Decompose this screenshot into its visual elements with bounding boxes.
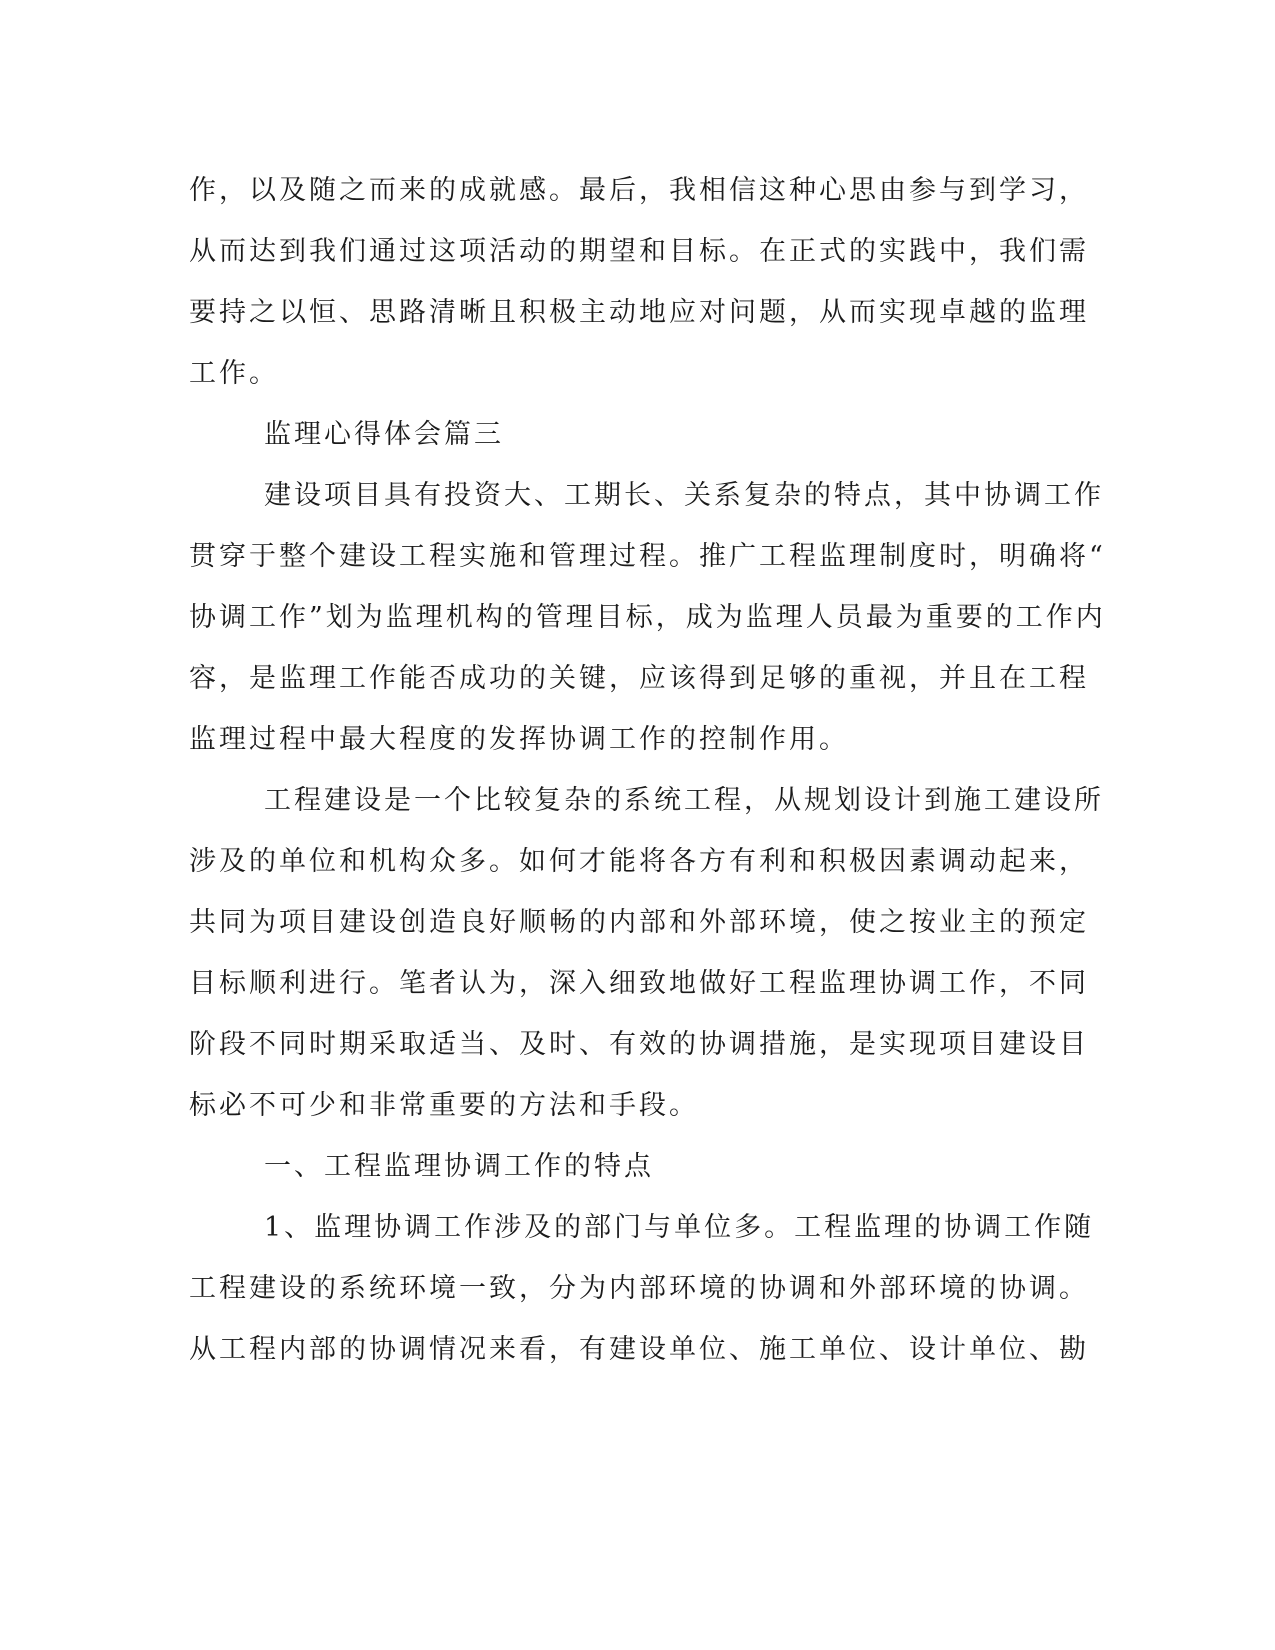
text-line: 共同为项目建设创造良好顺畅的内部和外部环境，使之按业主的预定 [189, 907, 1089, 938]
text-line: 监理过程中最大程度的发挥协调工作的控制作用。 [189, 724, 849, 755]
text-line: 协调工作”划为监理机构的管理目标，成为监理人员最为重要的工作内 [189, 602, 1106, 633]
text-line: 从而达到我们通过这项活动的期望和目标。在正式的实践中，我们需 [189, 236, 1089, 267]
text-line: 贯穿于整个建设工程实施和管理过程。推广工程监理制度时，明确将“ [189, 541, 1106, 572]
text-line: 工程建设的系统环境一致，分为内部环境的协调和外部环境的协调。 [189, 1273, 1089, 1304]
text-line: 建设项目具有投资大、工期长、关系复杂的特点，其中协调工作 [264, 480, 1104, 511]
section-heading: 监理心得体会篇三 [264, 419, 504, 450]
subsection-heading: 一、工程监理协调工作的特点 [264, 1151, 654, 1182]
text-line: 工作。 [189, 358, 279, 389]
text-line: 工程建设是一个比较复杂的系统工程，从规划设计到施工建设所 [264, 785, 1104, 816]
text-line: 要持之以恒、思路清晰且积极主动地应对问题，从而实现卓越的监理 [189, 297, 1089, 328]
text-line: 1、监理协调工作涉及的部门与单位多。工程监理的协调工作随 [264, 1212, 1095, 1243]
text-line: 涉及的单位和机构众多。如何才能将各方有利和积极因素调动起来， [189, 846, 1089, 877]
text-line: 标必不可少和非常重要的方法和手段。 [189, 1090, 699, 1121]
text-line: 阶段不同时期采取适当、及时、有效的协调措施，是实现项目建设目 [189, 1029, 1089, 1060]
document-body [189, 160, 1106, 1380]
text-line: 目标顺利进行。笔者认为，深入细致地做好工程监理协调工作，不同 [189, 968, 1089, 999]
text-line: 作，以及随之而来的成就感。最后，我相信这种心思由参与到学习， [189, 175, 1089, 206]
text-line: 容，是监理工作能否成功的关键，应该得到足够的重视，并且在工程 [189, 663, 1089, 694]
text-line: 从工程内部的协调情况来看，有建设单位、施工单位、设计单位、勘 [189, 1334, 1089, 1365]
